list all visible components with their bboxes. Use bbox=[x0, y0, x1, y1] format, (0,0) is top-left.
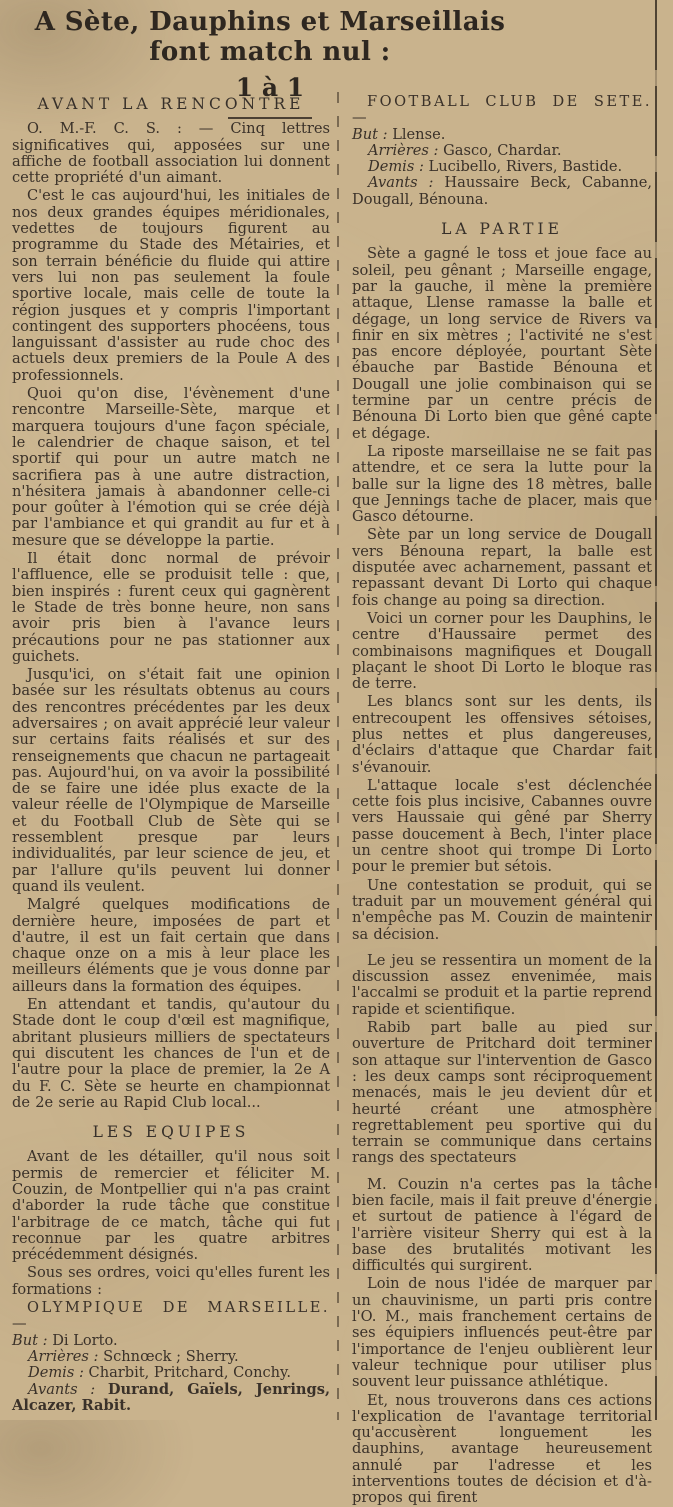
article-paragraph: Une contestation se produit, qui se traduit par un mouvement général qui n'empêche pas M. Couzin de maintenir sa décision. bbox=[352, 876, 652, 943]
article-paragraph: Sète a gagné le toss et joue face au soleil, peu gênant ; Marseille engage, par la gauche, il mène la première attaque, Llense ramasse la balle et dégage, un long service de Rivers va finir en six mètres ; l'activité ne s'est pas encore déployée, pourtant Sète ébauche par Bastide Bénouna et Dougall une jolie combinaison qui se termine par un centre précis de Bénouna Di Lorto bien que gêné capte et dégage. bbox=[352, 245, 652, 442]
left-column bbox=[12, 92, 330, 1414]
team-line bbox=[12, 1333, 330, 1349]
article-paragraph: Sous ses ordres, voici qu'elles furent les formations : bbox=[12, 1264, 330, 1298]
article-paragraph: Il était donc normal de prévoir l'affluence, elle se produisit telle : que, bien inspirés : furent ceux qui gagnèrent le Stade de très bonne heure, non sans avoir pris bien à l'avance leurs précautions pour ne pas stationner aux guichets. bbox=[12, 550, 330, 665]
team-players: Haussaire Beck, Cabanne, Dougall, Bénouna. bbox=[352, 174, 653, 208]
team-line bbox=[12, 1382, 330, 1415]
section-heading-la-partie: LA PARTIE bbox=[441, 220, 563, 239]
article-paragraph: La riposte marseillaise ne se fait pas attendre, et ce sera la lutte pour la balle sur la ligne des 18 mètres, balle que Jennings tache de placer, mais que Gasco détourne. bbox=[352, 442, 652, 526]
article-paragraph: Avant de les détailler, qu'il nous soit permis de remercier et féliciter M. Couzin, de Montpellier qui n'a pas craint d'aborder la rude tâche que constitue l'arbitrage de ce match, tâche qui fut reconnue par les quatre arbitres précédemment désignés. bbox=[12, 1148, 330, 1264]
team-players: Llense. bbox=[392, 125, 446, 143]
section-heading-avant-la-rencontre: AVANT LA RENCONTRE bbox=[37, 95, 305, 113]
article-title: A Sète, Dauphins et Marseillais font match nul : bbox=[34, 7, 506, 67]
team-line bbox=[352, 159, 652, 175]
article-paragraph: O. M.-F. C. S. : — Cinq lettres significatives qui, apposées sur une affiche de football association lui donnent cette propriété d'un aimant. bbox=[12, 120, 330, 187]
team-position-label: Demis : bbox=[368, 158, 424, 176]
team-position-label: But : bbox=[352, 125, 388, 143]
article-paragraph: Voici un corner pour les Dauphins, le centre d'Haussaire permet des combinaisons magnifiques et Dougall plaçant le shoot Di Lorto le bloque ras de terre. bbox=[352, 609, 652, 693]
team-position-label: Arrières : bbox=[368, 141, 439, 159]
team-line bbox=[352, 175, 652, 208]
right-column bbox=[352, 92, 652, 1507]
article-paragraph: Jusqu'ici, on s'était fait une opinion basée sur les résultats obtenus au cours des rencontres précédentes par les deux adversaires ; on avait apprécié leur valeur sur certains faits réalisés et sur des renseignements que chacun ne partageait pas. Aujourd'hui, on va avoir la possibilité de se faire une idée plus exacte de la valeur réelle de l'Olympique de Marseille et du Football Club de Sète qui se ressemblent presque par leurs individualités, par leur science de jeu, et par l'allure qu'ils peuvent lui donner quand ils veulent. bbox=[12, 666, 330, 895]
article-paragraph: Le jeu se ressentira un moment de la discussion assez envenimée, mais l'accalmi se produit et la partie reprend rapide et scientifique. bbox=[352, 951, 652, 1018]
team-position-label: Avants : bbox=[368, 174, 434, 192]
team-line bbox=[12, 1349, 330, 1365]
team-line bbox=[12, 1365, 330, 1381]
article-paragraph: Loin de nous l'idée de marquer par un chauvinisme, un parti pris contre l'O. M., mais franchement certains de ses équipiers influencés peut-être par l'importance de l'enjeu oublièrent leur valeur technique pour utiliser plus souvent leur puissance athlétique. bbox=[352, 1275, 652, 1391]
team-position-label: Demis : bbox=[28, 1364, 84, 1382]
article-paragraph: Sète par un long service de Dougall vers Bénouna repart, la balle est disputée avec acharnement, passant et repassant devant Di Lorto qui chaque fois change au poing sa direction. bbox=[352, 526, 652, 609]
article-paragraph: Malgré quelques modifications de dernière heure, imposées de part et d'autre, il est un fait certain que dans chaque onze on a mis à leur place les meilleurs éléments que je vous donne par ailleurs dans la formation des équipes. bbox=[12, 896, 330, 995]
article-paragraph: En attendant et tandis, qu'autour du Stade dont le coup d'œil est magnifique, abritant plusieurs milliers de spectateurs qui discutent les chances de l'un et de l'autre pour la place de premier, la 2e A du F. C. Sète se heurte en championnat de 2e serie au Rapid Club local... bbox=[12, 996, 330, 1111]
team-position-label: Arrières : bbox=[28, 1347, 99, 1365]
team-players: Gasco, Chardar. bbox=[443, 141, 562, 159]
team-heading-om: OLYMPIQUE DE MARSEILLE. — bbox=[12, 1299, 330, 1333]
section-heading-les-equipes: LES EQUIPES bbox=[92, 1123, 250, 1142]
article-paragraph: Et, nous trouverons dans ces actions l'explication de l'avantage territorial qu'accusèrent longuement les dauphins, avantage heureusement annulé par l'adresse et les interventions toutes de décision et d'à-propos qui firent bbox=[352, 1391, 652, 1507]
article-paragraph: Les blancs sont sur les dents, ils entrecoupent les offensives sétoises, plus nettes et plus dangereuses, d'éclairs d'attaque que Chardar fait s'évanouir. bbox=[352, 693, 652, 776]
team-players: Di Lorto. bbox=[52, 1331, 118, 1349]
team-players: Lucibello, Rivers, Bastide. bbox=[428, 158, 623, 176]
team-line bbox=[352, 143, 652, 159]
team-players: Charbit, Pritchard, Conchy. bbox=[88, 1364, 291, 1382]
article-paragraph: Quoi qu'on dise, l'évènement d'une rencontre Marseille-Sète, marque et marquera toujours d'une façon spéciale, le calendrier de chaque saison, et tel sportif qui pour un autre match ne sacrifiera pas à une autre distraction, n'hésitera jamais à abandonner celle-ci pour goûter à l'émotion qui se crée déjà par l'ambiance et qui grandit au fur et à mesure que se développe la partie. bbox=[12, 385, 330, 549]
team-line bbox=[352, 127, 652, 143]
article-paragraph: L'attaque locale s'est déclenchée cette fois plus incisive, Cabannes ouvre vers Haussaie qui gêné par Sherry passe doucement à Bech, l'inter place un centre shoot qui trompe Di Lorto pour le premier but sétois. bbox=[352, 776, 652, 876]
team-position-label: Avants : bbox=[28, 1380, 96, 1398]
team-position-label: But : bbox=[12, 1331, 48, 1349]
page-edge-rule bbox=[655, 0, 657, 1420]
score-subtitle: 1 à 1 bbox=[235, 72, 305, 102]
article-paragraph: M. Couzin n'a certes pas la tâche bien facile, mais il fait preuve d'énergie et surtout de patience à l'égard de l'arrière visiteur Sherry qui est à la base des brutalités motivant les difficultés qui surgirent. bbox=[352, 1175, 652, 1275]
team-heading-fcs: FOOTBALL CLUB DE SETE. — bbox=[352, 93, 652, 127]
article-paragraph: C'est le cas aujourd'hui, les initiales de nos deux grandes équipes méridionales, vedettes de toujours figurent au programme du Stade des Métairies, et son terrain bénéficie du fluide qui attire vers lui non pas seulement la foule sportive locale, mais celle de toute la région jusques et y compris l'important contingent des supporters phocéens, tous languissant d'assister au rude choc des actuels deux premiers de la Poule A des professionnels. bbox=[12, 187, 330, 384]
article-paragraph: Rabib part balle au pied sur ouverture de Pritchard doit terminer son attaque sur l'intervention de Gasco : les deux camps sont réciproquement menacés, mais le jeu devient dûr et heurté créant une atmosphère regrettablement peu sportive qui du terrain se communique dans certains rangs des spectateurs bbox=[352, 1019, 652, 1167]
team-players: Schnœck ; Sherry. bbox=[103, 1347, 239, 1365]
column-divider-rule bbox=[337, 92, 339, 1420]
team-players: Durand, Gaïels, Jenrings, Alcazer, Rabit. bbox=[12, 1380, 331, 1414]
